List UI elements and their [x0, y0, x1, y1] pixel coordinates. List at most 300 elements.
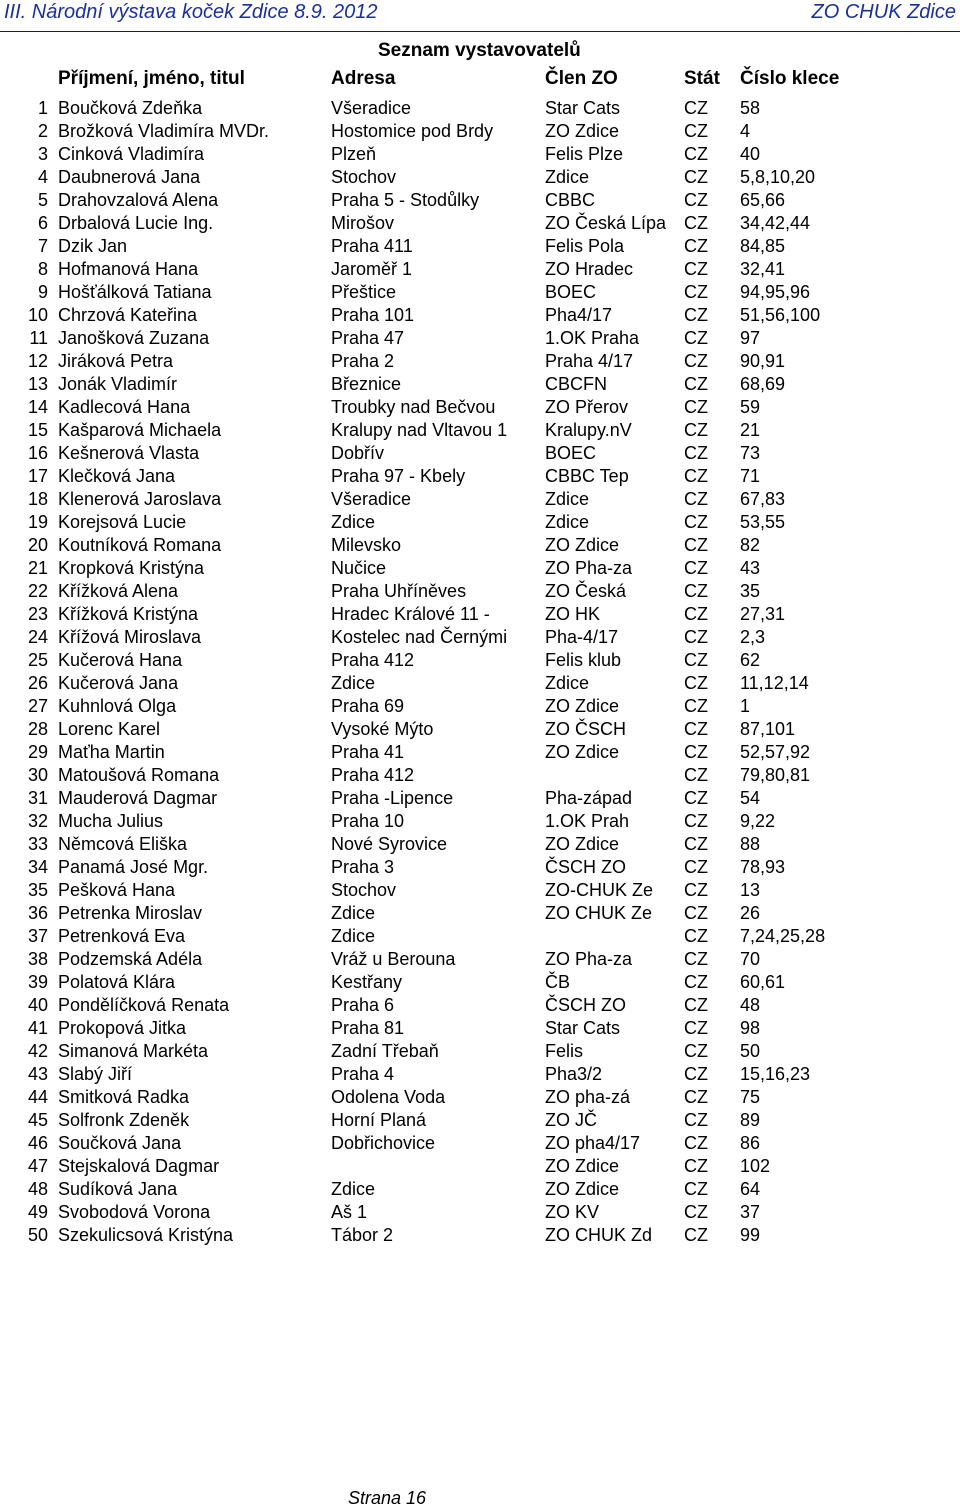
exhibitor-address: Praha 69	[331, 696, 405, 716]
cage-numbers: 68,69	[740, 374, 786, 394]
exhibitor-name: Kučerová Hana	[58, 650, 183, 670]
exhibitor-name: Drbalová Lucie Ing.	[58, 213, 214, 233]
table-row	[0, 442, 960, 465]
exhibitor-address: Odolena Voda	[331, 1087, 446, 1107]
header-divider	[0, 31, 960, 32]
table-row	[0, 396, 960, 419]
exhibitor-club: Felis Pola	[545, 236, 625, 256]
table-row	[0, 764, 960, 787]
row-number: 7	[37, 236, 48, 256]
row-number: 47	[27, 1156, 48, 1176]
exhibitor-club: ZO Česká	[545, 581, 627, 601]
exhibitor-club: ZO Pha-za	[545, 949, 633, 969]
table-row	[0, 1178, 960, 1201]
cage-numbers: 32,41	[740, 259, 786, 279]
cage-numbers: 82	[740, 535, 761, 555]
cage-numbers: 52,57,92	[740, 742, 811, 762]
row-number: 3	[37, 144, 48, 164]
exhibitor-state: CZ	[684, 949, 708, 969]
exhibitor-name: Součková Jana	[58, 1133, 182, 1153]
row-number: 2	[37, 121, 48, 141]
exhibitor-name: Korejsová Lucie	[58, 512, 187, 532]
exhibitor-address: Kestřany	[331, 972, 403, 992]
exhibitor-club: ZO Zdice	[545, 696, 620, 716]
exhibitor-name: Hošťálková Tatiana	[58, 282, 212, 302]
cage-numbers: 2,3	[740, 627, 766, 647]
exhibitor-club: ČSCH ZO	[545, 857, 626, 877]
table-row	[0, 212, 960, 235]
row-number: 24	[27, 627, 48, 647]
exhibitor-state: CZ	[684, 1018, 708, 1038]
exhibitor-address: Vráž u Berouna	[331, 949, 456, 969]
exhibitor-club: ZO Zdice	[545, 834, 620, 854]
row-number: 25	[27, 650, 48, 670]
row-number: 28	[27, 719, 48, 739]
row-number: 8	[37, 259, 48, 279]
exhibitor-club: Felis	[545, 1041, 584, 1061]
exhibitor-name: Kropková Kristýna	[58, 558, 205, 578]
exhibitor-club: Zdice	[545, 512, 590, 532]
table-row	[0, 718, 960, 741]
exhibitor-name: Brožková Vladimíra MVDr.	[58, 121, 270, 141]
cage-numbers: 13	[740, 880, 761, 900]
exhibitor-address: Přeštice	[331, 282, 397, 302]
exhibitor-state: CZ	[684, 489, 708, 509]
cage-numbers: 86	[740, 1133, 761, 1153]
column-header-club: Člen ZO	[545, 68, 618, 89]
exhibitor-state: CZ	[684, 98, 708, 118]
exhibitor-club: Kralupy.nV	[545, 420, 632, 440]
row-number: 6	[37, 213, 48, 233]
exhibitor-club: Pha4/17	[545, 305, 613, 325]
cage-numbers: 48	[740, 995, 761, 1015]
cage-numbers: 1	[740, 696, 751, 716]
exhibitor-address: Mirošov	[331, 213, 395, 233]
exhibitor-club: ZO Zdice	[545, 121, 620, 141]
exhibitor-address: Zdice	[331, 1179, 376, 1199]
exhibitor-club: BOEC	[545, 443, 597, 463]
exhibitor-name: Křížová Miroslava	[58, 627, 202, 647]
exhibitor-address: Všeradice	[331, 98, 412, 118]
table-row	[0, 925, 960, 948]
exhibitor-address: Dobřichovice	[331, 1133, 436, 1153]
exhibitor-name: Koutníková Romana	[58, 535, 222, 555]
exhibitor-address: Praha 4	[331, 1064, 395, 1084]
row-number: 44	[27, 1087, 48, 1107]
cage-numbers: 27,31	[740, 604, 786, 624]
table-row	[0, 879, 960, 902]
exhibitor-address: Praha 6	[331, 995, 395, 1015]
row-number: 20	[27, 535, 48, 555]
exhibitor-state: CZ	[684, 581, 708, 601]
exhibitor-state: CZ	[684, 420, 708, 440]
exhibitor-state: CZ	[684, 535, 708, 555]
exhibitor-address: Praha Uhříněves	[331, 581, 467, 601]
exhibitor-state: CZ	[684, 443, 708, 463]
row-number: 40	[27, 995, 48, 1015]
row-number: 39	[27, 972, 48, 992]
exhibitor-address: Tábor 2	[331, 1225, 394, 1245]
cage-numbers: 90,91	[740, 351, 786, 371]
row-number: 37	[27, 926, 48, 946]
exhibitor-state: CZ	[684, 627, 708, 647]
exhibitor-name: Mauderová Dagmar	[58, 788, 218, 808]
row-number: 48	[27, 1179, 48, 1199]
exhibitor-club: ZO Přerov	[545, 397, 629, 417]
cage-numbers: 98	[740, 1018, 761, 1038]
table-row	[0, 465, 960, 488]
row-number: 4	[37, 167, 48, 187]
cage-numbers: 87,101	[740, 719, 796, 739]
exhibitor-address: Kostelec nad Černými	[331, 627, 508, 647]
exhibitor-address: Praha 2	[331, 351, 395, 371]
exhibitor-club: CBBC	[545, 190, 596, 210]
row-number: 29	[27, 742, 48, 762]
exhibitor-club: Pha-4/17	[545, 627, 619, 647]
exhibitor-state: CZ	[684, 167, 708, 187]
organizer-name: ZO CHUK Zdice	[811, 1, 956, 23]
table-row	[0, 97, 960, 120]
row-number: 41	[27, 1018, 48, 1038]
row-number: 15	[27, 420, 48, 440]
exhibitor-club: 1.OK Praha	[545, 328, 640, 348]
exhibitor-state: CZ	[684, 1156, 708, 1176]
row-number: 35	[27, 880, 48, 900]
cage-numbers: 71	[740, 466, 761, 486]
cage-numbers: 53,55	[740, 512, 786, 532]
exhibitor-club: ČSCH ZO	[545, 995, 626, 1015]
table-row	[0, 1132, 960, 1155]
exhibitor-club: ZO JČ	[545, 1110, 597, 1130]
row-number: 1	[37, 98, 48, 118]
exhibitor-address: Praha 81	[331, 1018, 405, 1038]
row-number: 33	[27, 834, 48, 854]
exhibitor-state: CZ	[684, 742, 708, 762]
cage-numbers: 26	[740, 903, 761, 923]
table-row	[0, 419, 960, 442]
cage-numbers: 62	[740, 650, 761, 670]
exhibitor-name: Polatová Klára	[58, 972, 176, 992]
row-number: 46	[27, 1133, 48, 1153]
exhibitor-club: Praha 4/17	[545, 351, 634, 371]
cage-numbers: 73	[740, 443, 761, 463]
exhibitor-name: Klenerová Jaroslava	[58, 489, 222, 509]
exhibitor-club: CBBC Tep	[545, 466, 629, 486]
exhibitor-name: Janošková Zuzana	[58, 328, 210, 348]
row-number: 38	[27, 949, 48, 969]
exhibitor-name: Křížková Alena	[58, 581, 179, 601]
table-header	[0, 68, 960, 90]
table-row	[0, 580, 960, 603]
cage-numbers: 50	[740, 1041, 761, 1061]
exhibitor-name: Prokopová Jitka	[58, 1018, 187, 1038]
table-row	[0, 120, 960, 143]
exhibitor-club: ZO Česká Lípa	[545, 213, 667, 233]
table-row	[0, 810, 960, 833]
exhibitor-state: CZ	[684, 305, 708, 325]
cage-numbers: 60,61	[740, 972, 786, 992]
exhibitor-club: ZO ČSCH	[545, 719, 626, 739]
exhibitor-name: Szekulicsová Kristýna	[58, 1225, 234, 1245]
cage-numbers: 35	[740, 581, 761, 601]
row-number: 18	[27, 489, 48, 509]
exhibitor-address: Nučice	[331, 558, 387, 578]
row-number: 36	[27, 903, 48, 923]
exhibitor-state: CZ	[684, 765, 708, 785]
table-row	[0, 281, 960, 304]
table-row	[0, 511, 960, 534]
row-number: 5	[37, 190, 48, 210]
exhibitor-club: ZO CHUK Ze	[545, 903, 653, 923]
exhibitor-address: Hradec Králové 11 -	[331, 604, 490, 624]
exhibitor-name: Křížková Kristýna	[58, 604, 199, 624]
row-number: 45	[27, 1110, 48, 1130]
row-number: 21	[27, 558, 48, 578]
exhibitor-address: Dobřív	[331, 443, 385, 463]
exhibitor-state: CZ	[684, 213, 708, 233]
cage-numbers: 78,93	[740, 857, 786, 877]
cage-numbers: 75	[740, 1087, 761, 1107]
table-row	[0, 304, 960, 327]
table-row	[0, 971, 960, 994]
exhibitor-address: Jaroměř 1	[331, 259, 413, 279]
cage-numbers: 37	[740, 1202, 761, 1222]
exhibitor-address: Stochov	[331, 167, 397, 187]
row-number: 27	[27, 696, 48, 716]
table-row	[0, 994, 960, 1017]
cage-numbers: 94,95,96	[740, 282, 811, 302]
exhibitor-name: Jonák Vladimír	[58, 374, 178, 394]
exhibitor-state: CZ	[684, 558, 708, 578]
exhibitor-club: ZO KV	[545, 1202, 600, 1222]
exhibitor-address: Všeradice	[331, 489, 412, 509]
row-number: 12	[27, 351, 48, 371]
exhibitor-address: Praha -Lipence	[331, 788, 454, 808]
table-row	[0, 1155, 960, 1178]
exhibitor-state: CZ	[684, 719, 708, 739]
exhibitor-club: Felis klub	[545, 650, 622, 670]
column-header-cage: Číslo klece	[740, 68, 840, 89]
exhibitor-state: CZ	[684, 673, 708, 693]
cage-numbers: 51,56,100	[740, 305, 821, 325]
exhibitor-club: ZO Zdice	[545, 535, 620, 555]
exhibitor-club: ČB	[545, 972, 571, 992]
exhibitor-name: Jiráková Petra	[58, 351, 174, 371]
exhibitor-address: Horní Planá	[331, 1110, 427, 1130]
exhibitor-name: Sudíková Jana	[58, 1179, 178, 1199]
exhibitor-address: Nové Syrovice	[331, 834, 448, 854]
exhibitor-address: Zdice	[331, 903, 376, 923]
page-number: Strana 16	[348, 1488, 427, 1508]
exhibitor-address: Praha 412	[331, 765, 415, 785]
table-row	[0, 856, 960, 879]
exhibitor-address: Zdice	[331, 673, 376, 693]
table-row	[0, 695, 960, 718]
row-number: 16	[27, 443, 48, 463]
table-row	[0, 833, 960, 856]
exhibitor-club: Pha-západ	[545, 788, 633, 808]
exhibitor-name: Podzemská Adéla	[58, 949, 203, 969]
exhibitor-name: Drahovzalová Alena	[58, 190, 219, 210]
table-row	[0, 189, 960, 212]
exhibitor-club: Zdice	[545, 673, 590, 693]
exhibitor-address: Milevsko	[331, 535, 402, 555]
exhibitor-name: Panamá José Mgr.	[58, 857, 209, 877]
row-number: 11	[29, 328, 48, 348]
exhibitor-name: Matoušová Romana	[58, 765, 220, 785]
column-header-state: Stát	[684, 68, 720, 89]
exhibitor-state: CZ	[684, 1202, 708, 1222]
exhibitor-name: Kašparová Michaela	[58, 420, 222, 440]
exhibitor-state: CZ	[684, 604, 708, 624]
cage-numbers: 40	[740, 144, 761, 164]
cage-numbers: 102	[740, 1156, 771, 1176]
exhibitor-club: Star Cats	[545, 1018, 621, 1038]
table-row	[0, 1017, 960, 1040]
cage-numbers: 58	[740, 98, 761, 118]
cage-numbers: 11,12,14	[740, 673, 809, 693]
exhibitor-state: CZ	[684, 259, 708, 279]
exhibitor-name: Cinková Vladimíra	[58, 144, 205, 164]
exhibitor-address: Vysoké Mýto	[331, 719, 434, 739]
exhibitor-address: Praha 3	[331, 857, 395, 877]
exhibitor-name: Klečková Jana	[58, 466, 176, 486]
cage-numbers: 65,66	[740, 190, 786, 210]
exhibitor-state: CZ	[684, 397, 708, 417]
cage-numbers: 79,80,81	[740, 765, 811, 785]
table-row	[0, 143, 960, 166]
exhibitor-name: Pondělíčková Renata	[58, 995, 230, 1015]
exhibitor-name: Maťha Martin	[58, 742, 165, 762]
exhibitor-name: Lorenc Karel	[58, 719, 161, 739]
exhibitor-state: CZ	[684, 351, 708, 371]
table-row	[0, 1040, 960, 1063]
column-header-name: Příjmení, jméno, titul	[58, 68, 245, 89]
cage-numbers: 97	[740, 328, 761, 348]
exhibitor-club: Felis Plze	[545, 144, 624, 164]
exhibitor-club: ZO CHUK Zd	[545, 1225, 653, 1245]
exhibitor-address: Praha 5 - Stodůlky	[331, 190, 480, 210]
cage-numbers: 9,22	[740, 811, 776, 831]
row-number: 13	[27, 374, 48, 394]
exhibitor-club: Zdice	[545, 167, 590, 187]
exhibitor-club: ZO Pha-za	[545, 558, 633, 578]
exhibitor-name: Chrzová Kateřina	[58, 305, 198, 325]
exhibitor-name: Dzik Jan	[58, 236, 128, 256]
exhibitor-address: Zadní Třebaň	[331, 1041, 439, 1061]
exhibitor-state: CZ	[684, 328, 708, 348]
exhibitor-name: Boučková Zdeňka	[58, 98, 203, 118]
exhibitor-state: CZ	[684, 1041, 708, 1061]
exhibitor-club: BOEC	[545, 282, 597, 302]
exhibitor-name: Kešnerová Vlasta	[58, 443, 200, 463]
table-row	[0, 166, 960, 189]
exhibitor-state: CZ	[684, 144, 708, 164]
table-row	[0, 534, 960, 557]
exhibitor-state: CZ	[684, 1179, 708, 1199]
column-header-address: Adresa	[331, 68, 396, 89]
table-row	[0, 787, 960, 810]
table-row	[0, 902, 960, 925]
exhibitor-table	[0, 97, 960, 1247]
exhibitor-address: Troubky nad Bečvou	[331, 397, 496, 417]
exhibitor-club: ZO pha4/17	[545, 1133, 641, 1153]
row-number: 50	[27, 1225, 48, 1245]
cage-numbers: 34,42,44	[740, 213, 811, 233]
exhibitor-address: Praha 97 - Kbely	[331, 466, 466, 486]
cage-numbers: 70	[740, 949, 761, 969]
exhibitor-state: CZ	[684, 1133, 708, 1153]
exhibitor-state: CZ	[684, 1225, 708, 1245]
cage-numbers: 84,85	[740, 236, 786, 256]
exhibitor-name: Slabý Jiří	[58, 1064, 133, 1084]
table-row	[0, 235, 960, 258]
exhibitor-address: Zdice	[331, 512, 376, 532]
exhibitor-name: Hofmanová Hana	[58, 259, 199, 279]
exhibitor-state: CZ	[684, 236, 708, 256]
exhibitor-club: ZO Hradec	[545, 259, 634, 279]
exhibitor-state: CZ	[684, 696, 708, 716]
exhibitor-state: CZ	[684, 282, 708, 302]
exhibitor-name: Kučerová Jana	[58, 673, 179, 693]
exhibitor-address: Plzeň	[331, 144, 377, 164]
row-number: 32	[27, 811, 48, 831]
table-row	[0, 1201, 960, 1224]
exhibitor-address: Kralupy nad Vltavou 1	[331, 420, 508, 440]
cage-numbers: 88	[740, 834, 761, 854]
exhibitor-state: CZ	[684, 121, 708, 141]
exhibitor-address: Praha 47	[331, 328, 405, 348]
table-row	[0, 350, 960, 373]
row-number: 31	[27, 788, 48, 808]
exhibitor-address: Aš 1	[331, 1202, 368, 1222]
row-number: 23	[27, 604, 48, 624]
exhibitor-name: Němcová Eliška	[58, 834, 188, 854]
exhibitor-address: Praha 10	[331, 811, 405, 831]
exhibitor-club: ZO Zdice	[545, 742, 620, 762]
exhibitor-club: CBCFN	[545, 374, 607, 394]
row-number: 14	[27, 397, 48, 417]
exhibitor-state: CZ	[684, 811, 708, 831]
exhibitor-state: CZ	[684, 1087, 708, 1107]
exhibitor-address: Hostomice pod Brdy	[331, 121, 494, 141]
row-number: 22	[27, 581, 48, 601]
exhibitor-state: CZ	[684, 903, 708, 923]
row-number: 30	[27, 765, 48, 785]
exhibitor-state: CZ	[684, 1110, 708, 1130]
exhibitor-address: Praha 41	[331, 742, 405, 762]
table-row	[0, 1086, 960, 1109]
row-number: 43	[27, 1064, 48, 1084]
exhibitor-name: Simanová Markéta	[58, 1041, 209, 1061]
exhibitor-address: Praha 101	[331, 305, 415, 325]
row-number: 26	[27, 673, 48, 693]
row-number: 34	[27, 857, 48, 877]
table-row	[0, 1224, 960, 1247]
table-row	[0, 557, 960, 580]
exhibitor-name: Pešková Hana	[58, 880, 176, 900]
table-row	[0, 258, 960, 281]
cage-numbers: 43	[740, 558, 761, 578]
exhibitor-address: Praha 411	[331, 236, 413, 256]
exhibitor-club: ZO-CHUK Ze	[545, 880, 653, 900]
exhibitor-state: CZ	[684, 880, 708, 900]
exhibitor-state: CZ	[684, 650, 708, 670]
exhibitor-state: CZ	[684, 788, 708, 808]
table-row	[0, 1109, 960, 1132]
exhibitor-club: ZO pha-zá	[545, 1087, 631, 1107]
table-row	[0, 741, 960, 764]
